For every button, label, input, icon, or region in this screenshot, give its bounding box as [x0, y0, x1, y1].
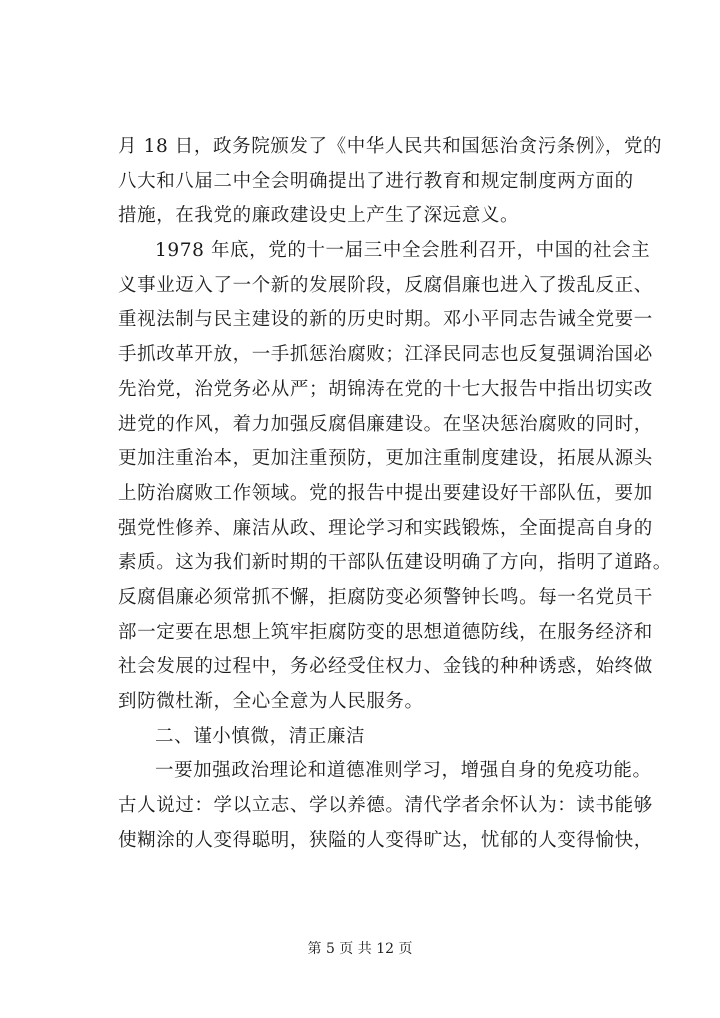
text-line: 措施，在我党的廉政建设史上产生了深远意义。 — [118, 205, 520, 227]
text-line: 重视法制与民主建设的新的历史时期。邓小平同志告诫全党要一 — [118, 309, 653, 331]
text-line: 强党性修养、廉洁从政、理论学习和实践锻炼，全面提高自身的 — [118, 517, 653, 539]
text-line: 手抓改革开放，一手抓惩治腐败；江泽民同志也反复强调治国必 — [118, 344, 653, 366]
text-line: 八大和八届二中全会明确提出了进行教育和规定制度两方面的 — [118, 170, 634, 192]
page-footer: 第 5 页 共 12 页 — [307, 941, 413, 957]
text-line: 月 18 日，政务院颁发了《中华人民共和国惩治贪污条例》，党的 — [118, 136, 663, 157]
text-line: 先治党，治党务必从严；胡锦涛在党的十七大报告中指出切实改 — [118, 378, 653, 400]
text-line: 1978 年底，党的十一届三中全会胜利召开，中国的社会主 — [155, 240, 651, 262]
text-line: 进党的作风，着力加强反腐倡廉建设。在坚决惩治腐败的同时， — [118, 413, 653, 435]
text-line: 上防治腐败工作领域。党的报告中提出要建设好干部队伍，要加 — [118, 482, 653, 504]
body-text — [118, 130, 672, 858]
text-line: 素质。这为我们新时期的干部队伍建设明确了方向，指明了道路。 — [118, 552, 672, 574]
text-line: 使糊涂的人变得聪明，狭隘的人变得旷达，忧郁的人变得愉快， — [118, 829, 653, 851]
text-line: 义事业迈入了一个新的发展阶段，反腐倡廉也进入了拨乱反正、 — [118, 274, 653, 296]
text-line: 一要加强政治理论和道德准则学习，增强自身的免疫功能。 — [155, 760, 652, 782]
section-heading: 二、谨小慎微，清正廉洁 — [155, 725, 366, 747]
text-line: 社会发展的过程中，务必经受住权力、金钱的种种诱惑，始终做 — [118, 656, 653, 678]
text-line: 古人说过：学以立志、学以养德。清代学者余怀认为：读书能够 — [118, 795, 653, 817]
text-line: 到防微杜渐，全心全意为人民服务。 — [118, 691, 424, 712]
text-line: 更加注重治本，更加注重预防，更加注重制度建设，拓展从源头 — [118, 448, 653, 470]
text-line: 部一定要在思想上筑牢拒腐防变的思想道德防线，在服务经济和 — [118, 621, 653, 643]
text-line: 反腐倡廉必须常抓不懈，拒腐防变必须警钟长鸣。每一名党员干 — [118, 586, 653, 608]
